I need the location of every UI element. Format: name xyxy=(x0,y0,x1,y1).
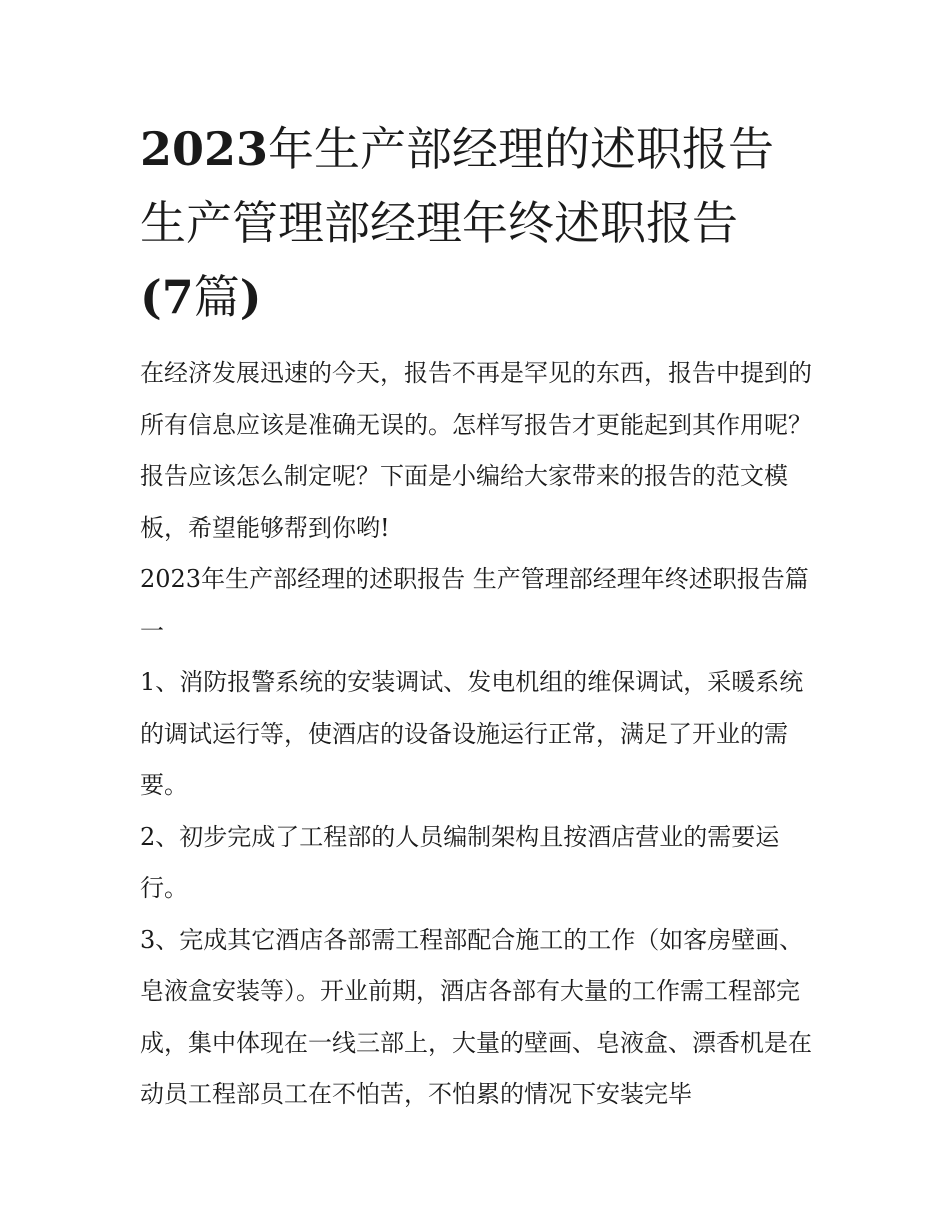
title-line-1-text: 年生产部经理的述职报告 xyxy=(268,122,775,176)
list-item-3: 3、完成其它酒店各部需工程部配合施工的工作（如客房壁画、皂液盒安装等）。开业前期，酒店各部有大量的工作需工程部完成，集中体现在一线三部上，大量的壁画、皂液盒、漂香机是在动员工程部员工在不怕苦，不怕累的情况下安装完毕 xyxy=(140,925,812,1108)
title-count-unit: 篇 xyxy=(193,270,240,324)
document-body xyxy=(140,348,812,1121)
list-item-1: 1、消防报警系统的安装调试、发电机组的维保调试，采暖系统的调试运行等，使酒店的设备设施运行正常，满足了开业的需要。 xyxy=(140,668,804,799)
section-heading: 2023年生产部经理的述职报告 生产管理部经理年终述职报告篇一 xyxy=(140,565,809,645)
title-count-open: (7 xyxy=(140,270,194,324)
title-line-1 xyxy=(140,112,812,186)
intro-paragraph: 在经济发展迅速的今天，报告不再是罕见的东西，报告中提到的所有信息应该是准确无误的。怎样写报告才更能起到其作用呢？报告应该怎么制定呢？下面是小编给大家带来的报告的范文模板，希望能够帮到你哟! xyxy=(140,359,812,542)
document-title xyxy=(140,112,812,334)
list-item-2: 2、初步完成了工程部的人员编制架构且按酒店营业的需要运行。 xyxy=(140,822,780,902)
title-line-3 xyxy=(140,260,812,334)
document-page xyxy=(140,112,812,1121)
title-line-2: 生产管理部经理年终述职报告 xyxy=(140,196,738,250)
title-count-close: ) xyxy=(239,270,262,324)
title-year: 2023 xyxy=(140,122,269,176)
